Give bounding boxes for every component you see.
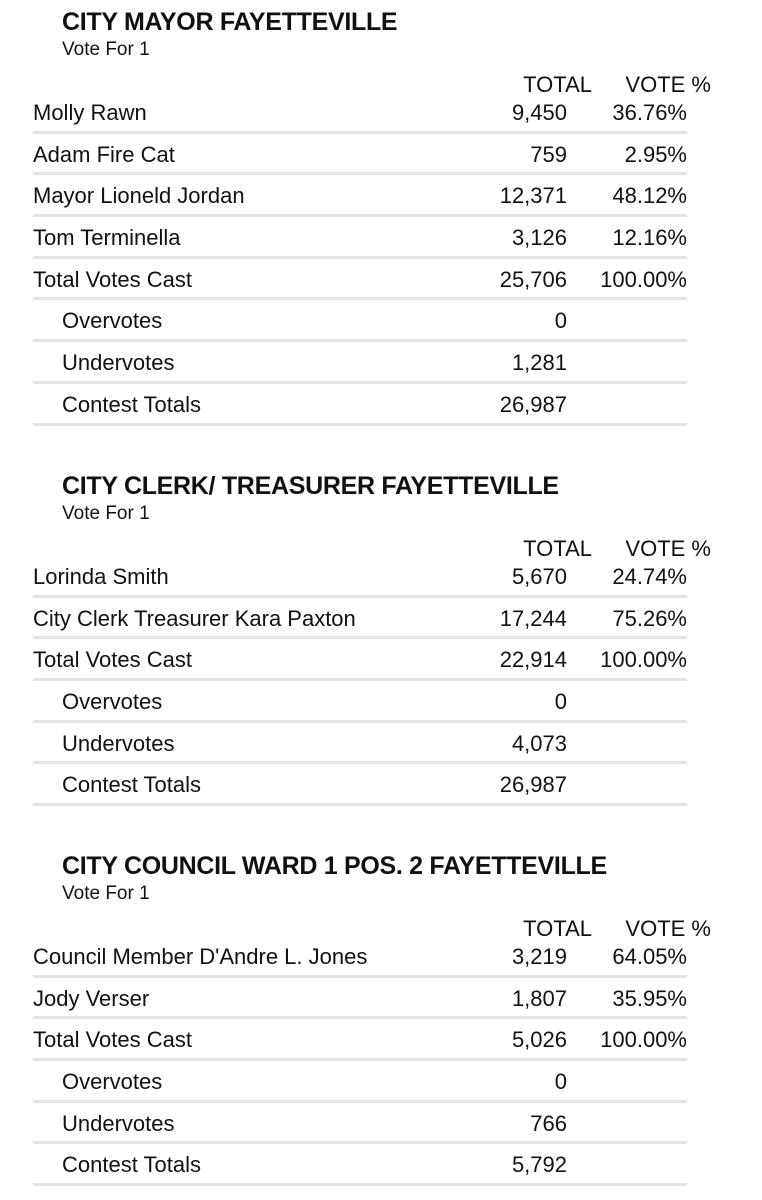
candidate-name: Lorinda Smith: [33, 564, 169, 589]
row-label: Overvotes: [62, 689, 163, 715]
row-divider: [33, 339, 687, 342]
vote-total: 5,026: [511, 1027, 567, 1053]
contest-totals-row: [0, 1146, 762, 1188]
total-votes-cast-row: [0, 261, 762, 303]
vote-total: 3,126: [511, 225, 567, 251]
vote-percent: 35.95%: [612, 985, 687, 1011]
row-divider: [33, 975, 687, 978]
row-label: Overvotes: [62, 308, 163, 334]
vote-percent: 64.05%: [612, 944, 687, 969]
row-label: Total Votes Cast: [33, 266, 192, 292]
row-divider: [33, 1183, 687, 1186]
vote-total: 5,792: [511, 1152, 567, 1178]
vote-total: 759: [530, 141, 567, 167]
candidate-row: [0, 600, 762, 642]
vote-percent: 24.74%: [612, 564, 687, 589]
contest-totals-row: [0, 766, 762, 808]
row-divider: [33, 595, 687, 598]
row-divider: [33, 1058, 687, 1061]
candidate-name: Tom Terminella: [33, 225, 181, 251]
candidate-row: [0, 558, 762, 600]
overvotes-row: [0, 1063, 762, 1105]
vote-percent: 12.16%: [612, 225, 687, 251]
row-label: Overvotes: [62, 1069, 163, 1095]
candidate-row: [0, 136, 762, 178]
vote-percent: 100.00%: [600, 1027, 687, 1053]
candidate-name: Jody Verser: [33, 985, 150, 1011]
contest-title: CITY MAYOR FAYETTEVILLE: [62, 8, 398, 36]
vote-total: 0: [554, 1069, 567, 1095]
vote-total: 22,914: [499, 647, 567, 673]
row-divider: [33, 214, 687, 217]
vote-percent: 48.12%: [612, 183, 687, 209]
row-divider: [33, 256, 687, 259]
column-header-total: TOTAL: [523, 916, 592, 941]
vote-total: 17,244: [499, 605, 567, 631]
row-label: Undervotes: [62, 350, 175, 376]
vote-for-label: Vote For 1: [62, 503, 150, 524]
undervotes-row: [0, 344, 762, 386]
vote-percent: 75.26%: [612, 605, 687, 631]
undervotes-row: [0, 1105, 762, 1147]
contest-totals-row: [0, 386, 762, 428]
row-label: Undervotes: [62, 1110, 175, 1136]
vote-total: 25,706: [499, 266, 567, 292]
candidate-row: [0, 219, 762, 261]
candidate-row: [0, 938, 762, 980]
total-votes-cast-row: [0, 641, 762, 683]
vote-percent: 2.95%: [624, 141, 687, 167]
row-label: Contest Totals: [62, 772, 202, 798]
row-divider: [33, 131, 687, 134]
row-divider: [33, 1100, 687, 1103]
row-divider: [33, 1141, 687, 1144]
results-table: [0, 94, 762, 428]
vote-for-label: Vote For 1: [62, 39, 150, 60]
vote-total: 26,987: [499, 391, 567, 417]
vote-total: 3,219: [511, 944, 567, 969]
vote-total: 1,281: [511, 350, 567, 376]
row-label: Contest Totals: [62, 391, 202, 417]
candidate-name: Adam Fire Cat: [33, 141, 175, 167]
overvotes-row: [0, 683, 762, 725]
row-divider: [33, 761, 687, 764]
column-header-vote-percent: VOTE %: [625, 72, 711, 97]
vote-percent: 100.00%: [600, 266, 687, 292]
row-divider: [33, 803, 687, 806]
candidate-row: [0, 94, 762, 136]
candidate-name: Mayor Lioneld Jordan: [33, 183, 245, 209]
row-divider: [33, 297, 687, 300]
row-divider: [33, 1016, 687, 1019]
overvotes-row: [0, 302, 762, 344]
vote-total: 4,073: [511, 730, 567, 756]
vote-total: 0: [554, 689, 567, 715]
row-divider: [33, 423, 687, 426]
row-divider: [33, 720, 687, 723]
results-table: [0, 558, 762, 808]
candidate-name: Molly Rawn: [33, 100, 147, 125]
column-header-total: TOTAL: [523, 72, 592, 97]
vote-total: 766: [530, 1110, 567, 1136]
undervotes-row: [0, 725, 762, 767]
row-label: Total Votes Cast: [33, 1027, 192, 1053]
total-votes-cast-row: [0, 1021, 762, 1063]
contest-title: CITY COUNCIL WARD 1 POS. 2 FAYETTEVILLE: [62, 852, 607, 880]
row-label: Undervotes: [62, 730, 175, 756]
row-label: Total Votes Cast: [33, 647, 192, 673]
vote-total: 5,670: [511, 564, 567, 589]
column-header-total: TOTAL: [523, 536, 592, 561]
vote-total: 0: [554, 308, 567, 334]
results-table: [0, 938, 762, 1188]
candidate-row: [0, 980, 762, 1022]
vote-total: 9,450: [511, 100, 567, 125]
row-divider: [33, 636, 687, 639]
row-label: Contest Totals: [62, 1152, 202, 1178]
vote-percent: 36.76%: [612, 100, 687, 125]
candidate-name: City Clerk Treasurer Kara Paxton: [33, 605, 356, 631]
candidate-name: Council Member D'Andre L. Jones: [33, 944, 368, 969]
row-divider: [33, 381, 687, 384]
vote-total: 1,807: [511, 985, 567, 1011]
row-divider: [33, 678, 687, 681]
vote-for-label: Vote For 1: [62, 883, 150, 904]
candidate-row: [0, 177, 762, 219]
column-header-vote-percent: VOTE %: [625, 916, 711, 941]
row-divider: [33, 172, 687, 175]
vote-total: 26,987: [499, 772, 567, 798]
vote-total: 12,371: [499, 183, 567, 209]
vote-percent: 100.00%: [600, 647, 687, 673]
column-header-vote-percent: VOTE %: [625, 536, 711, 561]
contest-title: CITY CLERK/ TREASURER FAYETTEVILLE: [62, 472, 559, 500]
